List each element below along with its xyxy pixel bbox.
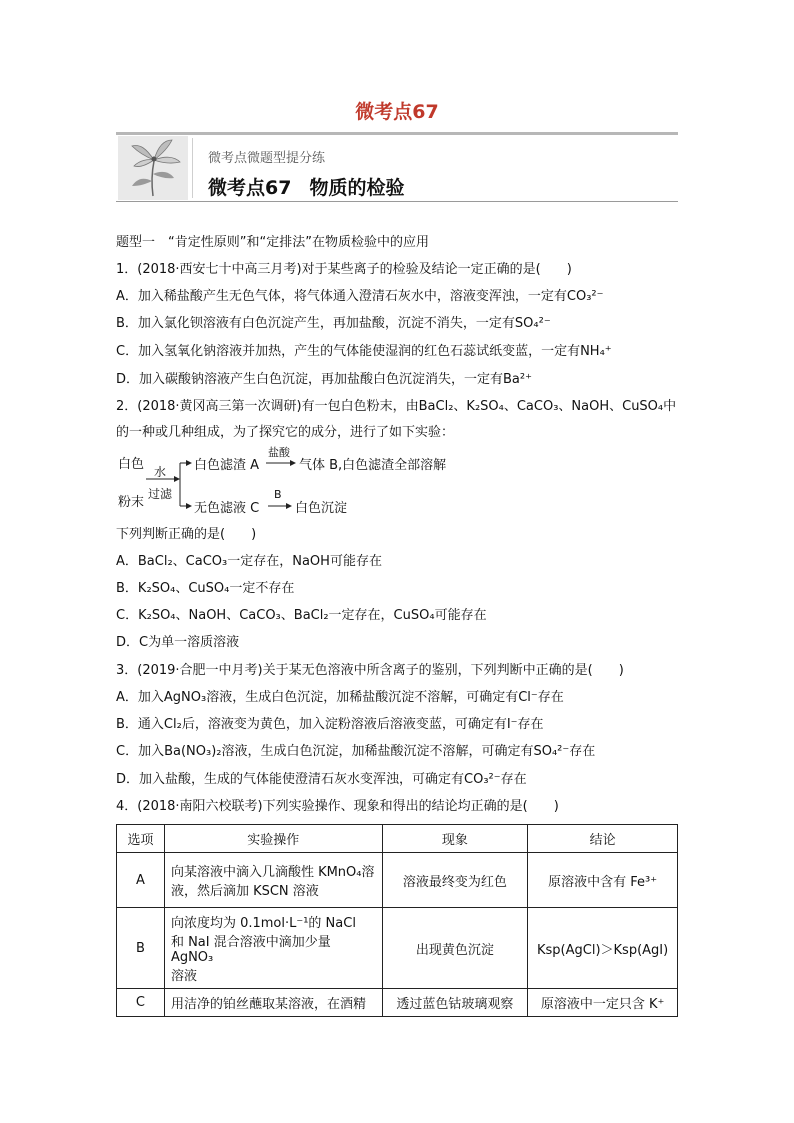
table-header: 结论 [528, 825, 678, 853]
table-row [117, 853, 678, 908]
table-header-row [117, 825, 678, 853]
question-2-stem-cont: 的一种或几种组成，为了探究它的成分，进行了如下实验： [116, 425, 455, 440]
page-title: 微考点67 [355, 101, 439, 123]
flow-branch1-result: 气体 B,白色滤渣全部溶解 [299, 458, 447, 473]
lily-flower-icon [118, 136, 188, 200]
operation-line: 向浓度均为 0.1mol·L⁻¹的 NaCl [170, 916, 356, 931]
flow-arrow1-top: 水 [154, 465, 167, 479]
banner-bottom-rule [116, 201, 678, 202]
question-1-option-c: C．加入氢氧化钠溶液并加热，产生的气体能使湿润的红色石蕊试纸变蓝，一定有NH₄⁺ [116, 344, 612, 359]
banner-subtitle: 微考点微题型提分练 [208, 151, 326, 166]
table-header: 现象 [382, 825, 528, 853]
table-header: 选项 [117, 825, 165, 853]
table-cell-operation [164, 989, 382, 1017]
table-cell-option: A [117, 853, 165, 908]
table-cell-conclusion: 原溶液中含有 Fe³⁺ [528, 853, 678, 908]
table-cell-operation [164, 853, 382, 908]
table-cell-phenomenon: 溶液最终变为红色 [382, 853, 528, 908]
question-4-stem: 4．(2018·南阳六校联考)下列实验操作、现象和得出的结论均正确的是( ) [116, 799, 559, 814]
operation-line: 液，然后滴加 KSCN 溶液 [170, 884, 319, 899]
section-heading: 题型一 “肯定性原则”和“定排法”在物质检验中的应用 [116, 235, 429, 250]
flow-branch1: 白色滤渣 A [194, 458, 260, 473]
question-2-option-c: C．K₂SO₄、NaOH、CaCO₃、BaCl₂一定存在，CuSO₄可能存在 [116, 608, 487, 623]
question-2-option-b: B．K₂SO₄、CuSO₄一定不存在 [116, 581, 295, 596]
question-1-option-a: A．加入稀盐酸产生无色气体，将气体通入澄清石灰水中，溶液变浑浊，一定有CO₃²⁻ [116, 289, 604, 304]
question-1-option-b: B．加入氯化钡溶液有白色沉淀产生，再加盐酸，沉淀不消失，一定有SO₄²⁻ [116, 316, 551, 331]
experiment-flow-diagram [116, 446, 536, 521]
banner-divider [192, 138, 193, 198]
operation-line: 溶液 [170, 969, 197, 984]
table-cell-operation [164, 908, 382, 989]
question-3-option-a: A．加入AgNO₃溶液，生成白色沉淀，加稀盐酸沉淀不溶解，可确定有Cl⁻存在 [116, 690, 564, 705]
question-2-stem: 2．(2018·黄冈高三第一次调研)有一包白色粉末，由BaCl₂、K₂SO₄、CaCO₃、NaOH、CuSO₄中 [116, 399, 677, 414]
flow-arrow3-label: B [274, 488, 282, 501]
table-header: 实验操作 [164, 825, 382, 853]
question-2-option-d: D．C为单一溶质溶液 [116, 635, 240, 650]
flow-start-top: 白色 [118, 457, 145, 472]
table-row [117, 908, 678, 989]
question-2-prompt: 下列判断正确的是( ) [116, 527, 257, 542]
banner-title-left: 微考点67 [208, 177, 292, 199]
operation-line: 和 NaI 混合溶液中滴加少量 AgNO₃ [170, 935, 331, 965]
question-3-stem: 3．(2019·合肥一中月考)关于某无色溶液中所含离子的鉴别，下列判断中正确的是( ) [116, 663, 624, 678]
table-cell-conclusion: Ksp(AgCl)＞Ksp(AgI) [528, 908, 678, 989]
question-3-option-b: B．通入Cl₂后，溶液变为黄色，加入淀粉溶液后溶液变蓝，可确定有I⁻存在 [116, 717, 544, 732]
banner-title [208, 173, 404, 200]
table-cell-phenomenon: 出现黄色沉淀 [382, 908, 528, 989]
table-cell-conclusion: 原溶液中一定只含 K⁺ [528, 989, 678, 1017]
table-cell-option: B [117, 908, 165, 989]
banner-title-right: 物质的检验 [309, 177, 405, 199]
table-cell-option: C [117, 989, 165, 1017]
table-row [117, 989, 678, 1017]
question-1-option-d: D．加入碳酸钠溶液产生白色沉淀，再加盐酸白色沉淀消失，一定有Ba²⁺ [116, 372, 532, 387]
question-4-table [116, 824, 678, 1017]
flow-start-bottom: 粉末 [118, 495, 145, 510]
question-1-stem: 1．(2018·西安七十中高三月考)对于某些离子的检验及结论一定正确的是( ) [116, 262, 572, 277]
flow-arrow1-bottom: 过滤 [148, 487, 173, 501]
header-banner [116, 132, 678, 202]
flow-branch2-result: 白色沉淀 [295, 501, 348, 516]
question-3-option-c: C．加入Ba(NO₃)₂溶液，生成白色沉淀，加稀盐酸沉淀不溶解，可确定有SO₄²⁻存在 [116, 744, 596, 759]
operation-line: 向某溶液中滴入几滴酸性 KMnO₄溶 [170, 865, 375, 880]
table-cell-phenomenon: 透过蓝色钴玻璃观察 [382, 989, 528, 1017]
banner-top-rule [116, 132, 678, 135]
flow-arrow2-label: 盐酸 [268, 446, 290, 459]
flow-branch2: 无色滤液 C [194, 501, 260, 516]
question-2-option-a: A．BaCl₂、CaCO₃一定存在，NaOH可能存在 [116, 554, 382, 569]
operation-line: 用洁净的铂丝蘸取某溶液，在酒精 [170, 997, 366, 1012]
question-3-option-d: D．加入盐酸，生成的气体能使澄清石灰水变浑浊，可确定有CO₃²⁻存在 [116, 772, 527, 787]
